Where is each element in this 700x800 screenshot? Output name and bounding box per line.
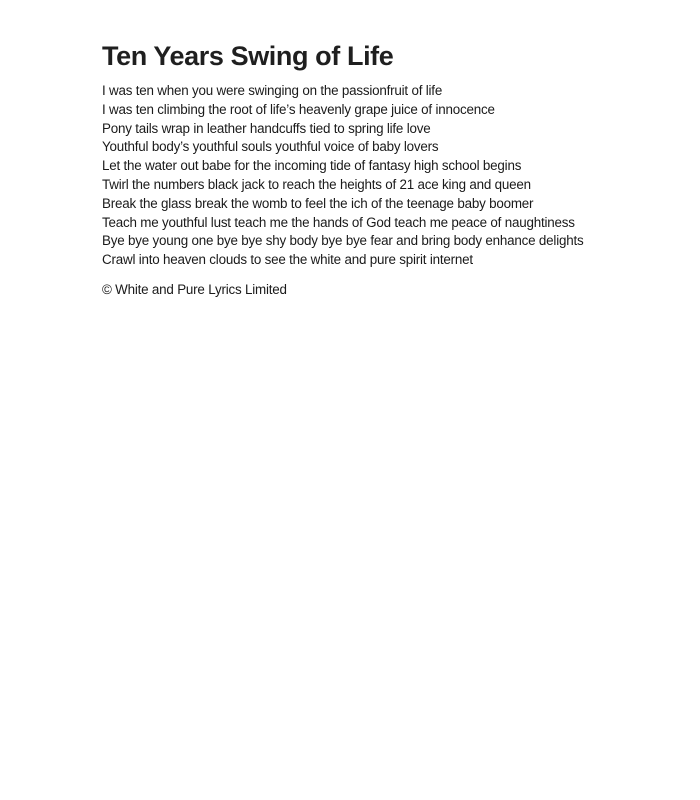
lyric-line: Pony tails wrap in leather handcuffs tied to spring life love bbox=[102, 120, 431, 136]
lyric-line: I was ten when you were swinging on the passionfruit of life bbox=[102, 83, 443, 98]
lyrics-list bbox=[102, 82, 682, 270]
lyric-line: Let the water out babe for the incoming tide of fantasy high school begins bbox=[102, 158, 522, 174]
page-title: Ten Years Swing of Life bbox=[102, 41, 394, 71]
lyrics-content bbox=[102, 38, 682, 300]
lyric-line: I was ten climbing the root of life’s heavenly grape juice of innocence bbox=[102, 101, 495, 117]
copyright-notice: © White and Pure Lyrics Limited bbox=[102, 281, 287, 297]
lyric-line: Crawl into heaven clouds to see the white and pure spirit internet bbox=[102, 252, 473, 268]
lyric-line: Break the glass break the womb to feel the ich of the teenage baby boomer bbox=[102, 195, 534, 211]
lyric-line: Youthful body’s youthful souls youthful voice of baby lovers bbox=[102, 139, 439, 155]
lyric-line: Bye bye young one bye bye shy body bye bye fear and bring body enhance delights bbox=[102, 233, 584, 249]
lyric-line: Teach me youthful lust teach me the hands of God teach me peace of naughtiness bbox=[102, 214, 575, 230]
lyric-line: Twirl the numbers black jack to reach the heights of 21 ace king and queen bbox=[102, 176, 531, 192]
